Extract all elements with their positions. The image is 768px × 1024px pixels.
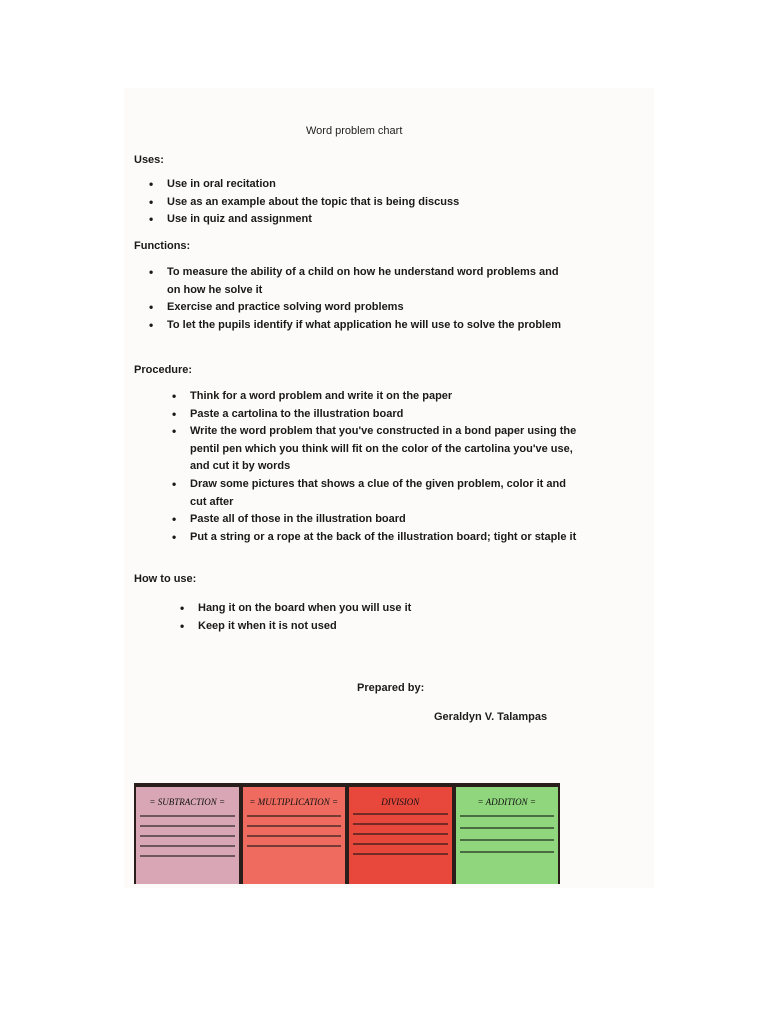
list-item: • To measure the ability of a child on how he understand word problems and on how he solve it	[149, 264, 569, 299]
handwriting-line	[247, 845, 342, 847]
list-item: • Draw some pictures that shows a clue of the given problem, color it and cut after	[172, 476, 584, 511]
poster-header: = MULTIPLICATION =	[249, 797, 339, 807]
poster-division	[349, 787, 452, 884]
handwriting-line	[460, 815, 555, 817]
handwriting-line	[353, 843, 448, 845]
list-item: • Keep it when it is not used	[180, 618, 560, 636]
handwriting-line	[460, 827, 555, 829]
handwriting-line	[247, 835, 342, 837]
word-problem-chart-photo	[134, 783, 560, 884]
poster-multiplication	[243, 787, 346, 884]
preparer-name: Geraldyn V. Talampas	[434, 711, 548, 723]
prepared-by-label: Prepared by:	[357, 682, 425, 694]
poster-header: DIVISION	[381, 797, 420, 807]
procedure-list	[172, 388, 584, 546]
functions-list	[149, 264, 569, 334]
handwriting-line	[140, 815, 235, 817]
handwriting-line	[353, 833, 448, 835]
functions-heading: Functions:	[134, 240, 191, 252]
list-item: • Use as an example about the topic that is being discuss	[149, 194, 549, 212]
list-item: • Use in quiz and assignment	[149, 211, 549, 229]
list-item: • Think for a word problem and write it on the paper	[172, 388, 584, 406]
list-item: • Use in oral recitation	[149, 176, 549, 194]
uses-list	[149, 176, 549, 229]
handwriting-line	[247, 825, 342, 827]
handwriting-line	[460, 851, 555, 853]
list-item: • To let the pupils identify if what application he will use to solve the problem	[149, 317, 569, 335]
page-title: Word problem chart	[306, 125, 403, 137]
poster-header: = SUBTRACTION =	[149, 797, 226, 807]
handwriting-line	[353, 813, 448, 815]
handwriting-line	[353, 853, 448, 855]
how-to-use-heading: How to use:	[134, 573, 197, 585]
handwriting-line	[353, 823, 448, 825]
how-to-use-list	[180, 600, 560, 635]
handwriting-line	[140, 855, 235, 857]
list-item: • Put a string or a rope at the back of the illustration board; tight or staple it	[172, 529, 584, 547]
procedure-heading: Procedure:	[134, 364, 193, 376]
list-item: • Hang it on the board when you will use it	[180, 600, 560, 618]
handwriting-line	[247, 815, 342, 817]
poster-addition	[456, 787, 559, 884]
poster-subtraction	[136, 787, 239, 884]
handwriting-line	[140, 845, 235, 847]
handwriting-line	[140, 825, 235, 827]
uses-heading: Uses:	[134, 154, 164, 166]
list-item: • Write the word problem that you've constructed in a bond paper using the pentil pen which you think will fit on the color of the cartolina you've use, and cut it by words	[172, 423, 584, 476]
handwriting-line	[460, 839, 555, 841]
poster-header: = ADDITION =	[477, 797, 536, 807]
list-item: • Paste all of those in the illustration board	[172, 511, 584, 529]
handwriting-line	[140, 835, 235, 837]
list-item: • Paste a cartolina to the illustration board	[172, 406, 584, 424]
list-item: • Exercise and practice solving word problems	[149, 299, 569, 317]
